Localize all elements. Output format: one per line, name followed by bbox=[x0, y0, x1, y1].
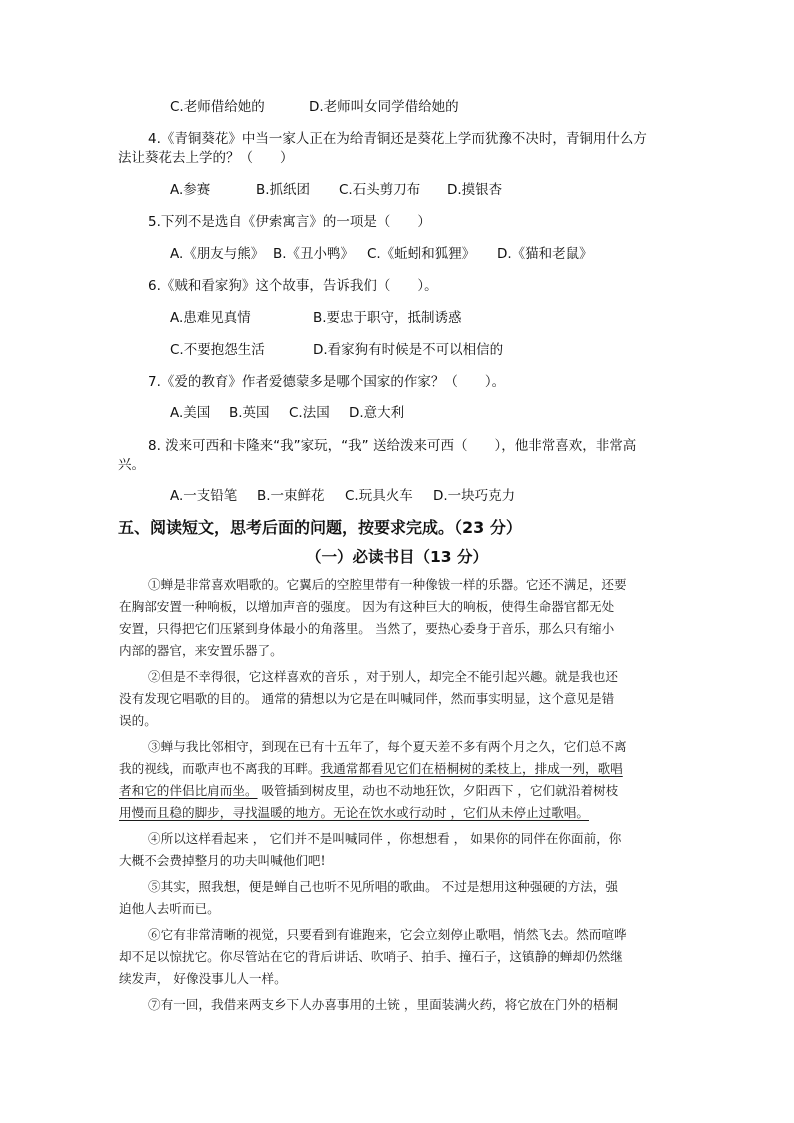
q4-option-d: D.摸银杏 bbox=[447, 182, 503, 198]
passage-p1-line4: 内部的器官，来安置乐器了。 bbox=[119, 643, 283, 658]
q8-stem-line2: 兴。 bbox=[118, 457, 145, 473]
passage-p3-line4: 用慢而且稳的脚步，寻找温暖的地方。无论在饮水或行动时 ，它们从未停止过歌唱。 bbox=[119, 805, 589, 820]
passage-p5-line2: 迫他人去听而已。 bbox=[119, 901, 220, 916]
q5-option-b: B.《丑小鸭》 bbox=[273, 246, 355, 262]
q3-option-d: D.老师叫女同学借给她的 bbox=[309, 99, 459, 115]
q5-stem: 5.下列不是选自《伊索寓言》的一项是（ ） bbox=[148, 214, 431, 230]
q6-stem: 6.《贼和看家狗》这个故事，告诉我们（ ）。 bbox=[148, 278, 438, 294]
passage-p7-line1: ⑦有一回，我借来两支乡下人办喜事用的土铳 ，里面装满火药，将它放在门外的梧桐 bbox=[148, 997, 618, 1012]
q7-option-c: C.法国 bbox=[289, 405, 330, 421]
q8-option-b: B.一束鲜花 bbox=[257, 488, 325, 504]
passage-p2-line2: 没有发现它唱歌的目的。 通常的猜想以为它是在叫喊同伴，然而事实明显，这个意见是错 bbox=[119, 691, 615, 706]
q7-option-a: A.美国 bbox=[170, 405, 211, 421]
q8-option-a: A.一支铅笔 bbox=[170, 488, 238, 504]
q7-stem: 7.《爱的教育》作者爱德蒙多是哪个国家的作家？（ ）。 bbox=[148, 374, 506, 390]
q8-option-c: C.玩具火车 bbox=[345, 488, 413, 504]
q7-option-b: B.英国 bbox=[229, 405, 270, 421]
passage-p2-line1: ②但是不幸得很，它这样喜欢的音乐 ，对于别人，却完全不能引起兴趣。就是我也还 bbox=[148, 669, 618, 684]
passage-p3-line2 bbox=[119, 758, 623, 780]
passage-p1-line1: ①蝉是非常喜欢唱歌的。它翼后的空腔里带有一种像钹一样的乐器。它还不满足，还要 bbox=[148, 577, 627, 592]
passage-p3-line3-plain: 吸管插到树皮里，动也不动地狂饮，夕阳西下 ，它们就沿着树枝 bbox=[257, 783, 619, 798]
q4-stem-line1: 4.《青铜葵花》中当一家人正在为给青铜还是葵花上学而犹豫不决时，青铜用什么方 bbox=[148, 131, 647, 147]
q8-option-d: D.一块巧克力 bbox=[433, 488, 516, 504]
q4-option-c: C.石头剪刀布 bbox=[339, 182, 421, 198]
section-title: 五、阅读短文，思考后面的问题，按要求完成。（23 分） bbox=[118, 518, 522, 537]
passage-p1-line3: 安置，只得把它们压紧到身体最小的角落里。 当然了，要热心委身于音乐，那么只有缩小 bbox=[119, 621, 615, 636]
passage-p5-line1: ⑤其实，照我想，便是蝉自己也听不见所唱的歌曲。 不过是想用这种强硬的方法，强 bbox=[148, 879, 618, 894]
q6-option-c: C.不要抱怨生活 bbox=[170, 342, 265, 358]
passage-p3-line3 bbox=[119, 780, 618, 802]
subsection-title: （一）必读书目（13 分） bbox=[306, 548, 488, 566]
q6-option-d: D.看家狗有时候是不可以相信的 bbox=[313, 342, 504, 358]
passage-p3-line1: ③蝉与我比邻相守，到现在已有十五年了，每个夏天差不多有两个月之久，它们总不离 bbox=[148, 739, 627, 754]
q5-option-a: A.《朋友与熊》 bbox=[170, 246, 265, 262]
q4-option-a: A.参赛 bbox=[170, 182, 211, 198]
passage-p6-line2: 却不足以惊扰它。你尽管站在它的背后讲话、吹哨子、拍手、撞石子，这镇静的蝉却仍然继 bbox=[119, 949, 623, 964]
passage-p6-line1: ⑥它有非常清晰的视觉，只要看到有谁跑来，它会立刻停止歌唱，悄然飞去。然而喧哗 bbox=[148, 927, 627, 942]
q6-option-b: B.要忠于职守，抵制诱惑 bbox=[313, 310, 462, 326]
passage-p4-line1: ④所以这样看起来 ， 它们并不是叫喊同伴 ，你想想看 ， 如果你的同伴在你面前，你 bbox=[148, 831, 622, 846]
passage-p1-line2: 在胸部安置一种响板，以增加声音的强度。 因为有这种巨大的响板，使得生命器官都无处 bbox=[119, 599, 615, 614]
passage-p2-line3: 误的。 bbox=[119, 713, 157, 728]
passage-p3-line2-underlined: 我通常都看见它们在梧桐树的柔枝上，排成一列，歌唱 bbox=[320, 761, 623, 776]
q7-option-d: D.意大利 bbox=[349, 405, 405, 421]
q4-option-b: B.抓纸团 bbox=[256, 182, 311, 198]
q4-stem-line2: 法让葵花去上学的？（ ） bbox=[118, 150, 294, 166]
passage-p6-line3: 续发声， 好像没事儿人一样。 bbox=[119, 971, 287, 986]
passage-p3-line2-plain: 我的视线，而歌声也不离我的耳畔。 bbox=[119, 761, 321, 776]
q6-option-a: A.患难见真情 bbox=[170, 310, 251, 326]
passage-p4-line2: 大概不会费掉整月的功夫叫喊他们吧! bbox=[119, 853, 326, 868]
passage-p3-line3-underlined-a: 者和它的伴侣比肩而坐。 bbox=[119, 783, 258, 798]
q8-stem-line1: 8. 泼来可西和卡隆来“我”家玩，“我” 送给泼来可西（ ），他非常喜欢，非常高 bbox=[148, 438, 637, 454]
q5-option-d: D.《猫和老鼠》 bbox=[497, 246, 593, 262]
q3-option-c: C.老师借给她的 bbox=[170, 99, 265, 115]
q5-option-c: C.《蚯蚓和狐狸》 bbox=[367, 246, 476, 262]
